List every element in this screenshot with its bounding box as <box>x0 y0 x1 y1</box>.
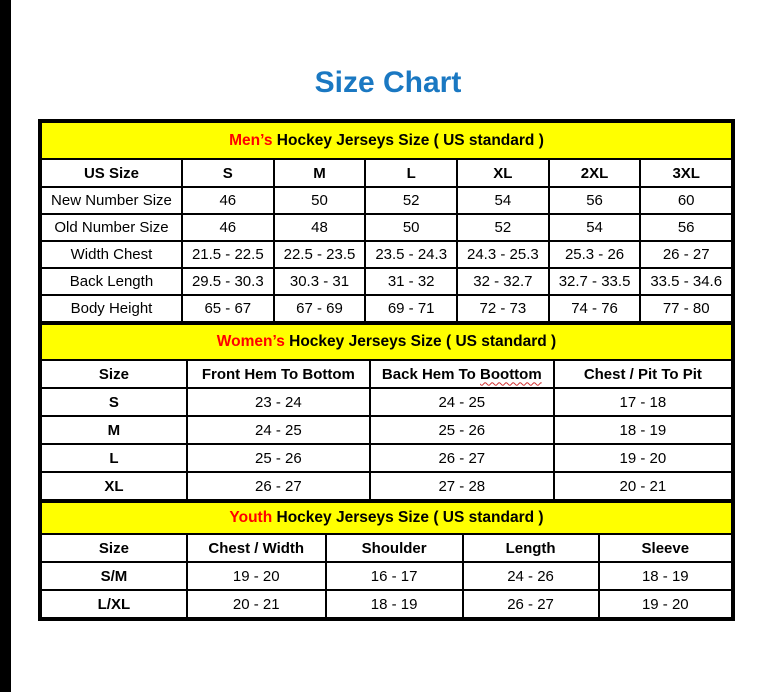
column-header-3xl: 3XL <box>640 159 732 187</box>
column-header-m: M <box>274 159 366 187</box>
cell-value: 25.3 - 26 <box>549 241 641 268</box>
youth-section-header-row <box>41 502 732 534</box>
cell-value: 26 - 27 <box>640 241 732 268</box>
youth-size-table <box>40 501 733 619</box>
cell-value: 26 - 27 <box>463 590 599 618</box>
cell-value: 19 - 20 <box>187 562 326 590</box>
cell-value: 19 - 20 <box>554 444 732 472</box>
table-row <box>41 416 732 444</box>
column-header-2xl: 2XL <box>549 159 641 187</box>
cell-value: 46 <box>182 187 274 214</box>
column-header-size: Size <box>41 534 187 562</box>
row-label: Body Height <box>41 295 182 322</box>
cell-value: 18 - 19 <box>599 562 732 590</box>
womens-section-title: Hockey Jerseys Size ( US standard ) <box>289 333 557 350</box>
cell-value: 54 <box>457 187 549 214</box>
cell-value: 77 - 80 <box>640 295 732 322</box>
cell-value: 26 - 27 <box>370 444 554 472</box>
column-header-front-hem: Front Hem To Bottom <box>187 360 370 388</box>
row-label: L/XL <box>41 590 187 618</box>
cell-value: 23 - 24 <box>187 388 370 416</box>
row-label: Back Length <box>41 268 182 295</box>
cell-value: 74 - 76 <box>549 295 641 322</box>
mens-accent-label: Men’s <box>229 131 273 149</box>
cell-value: 23.5 - 24.3 <box>365 241 457 268</box>
row-label: S/M <box>41 562 187 590</box>
table-row <box>41 295 732 322</box>
row-label: New Number Size <box>41 187 182 214</box>
back-hem-label: Back Hem To <box>381 365 476 383</box>
womens-size-table <box>40 323 733 501</box>
cell-value: 24 - 25 <box>370 388 554 416</box>
cell-value: 30.3 - 31 <box>274 268 366 295</box>
table-row <box>41 214 732 241</box>
cell-value: 22.5 - 23.5 <box>274 241 366 268</box>
cell-value: 24.3 - 25.3 <box>457 241 549 268</box>
cell-value: 72 - 73 <box>457 295 549 322</box>
cell-value: 56 <box>549 187 641 214</box>
cell-value: 46 <box>182 214 274 241</box>
cell-value: 26 - 27 <box>187 472 370 500</box>
table-row <box>41 590 732 618</box>
cell-value: 50 <box>274 187 366 214</box>
cell-value: 52 <box>365 187 457 214</box>
cell-value: 27 - 28 <box>370 472 554 500</box>
table-row <box>41 562 732 590</box>
youth-section-title: Hockey Jerseys Size ( US standard ) <box>276 509 544 526</box>
row-label: S <box>41 388 187 416</box>
misspelled-boottom-word: Boottom <box>480 365 542 383</box>
cell-value: 48 <box>274 214 366 241</box>
column-header-size: Size <box>41 360 187 388</box>
size-chart <box>38 119 735 621</box>
mens-section-header <box>41 122 732 159</box>
row-label: Old Number Size <box>41 214 182 241</box>
cell-value: 25 - 26 <box>370 416 554 444</box>
column-header-us-size: US Size <box>41 159 182 187</box>
cell-value: 24 - 26 <box>463 562 599 590</box>
cell-value: 16 - 17 <box>326 562 463 590</box>
page-title: Size Chart <box>314 66 462 99</box>
cell-value: 25 - 26 <box>187 444 370 472</box>
column-header-l: L <box>365 159 457 187</box>
cell-value: 31 - 32 <box>365 268 457 295</box>
row-label: L <box>41 444 187 472</box>
mens-size-table <box>40 121 733 323</box>
column-header-chest-pit: Chest / Pit To Pit <box>554 360 732 388</box>
cell-value: 32 - 32.7 <box>457 268 549 295</box>
cell-value: 21.5 - 22.5 <box>182 241 274 268</box>
cell-value: 29.5 - 30.3 <box>182 268 274 295</box>
cell-value: 33.5 - 34.6 <box>640 268 732 295</box>
cell-value: 65 - 67 <box>182 295 274 322</box>
cell-value: 20 - 21 <box>187 590 326 618</box>
cell-value: 52 <box>457 214 549 241</box>
table-row <box>41 268 732 295</box>
cell-value: 24 - 25 <box>187 416 370 444</box>
row-label: XL <box>41 472 187 500</box>
cell-value: 17 - 18 <box>554 388 732 416</box>
table-row <box>41 444 732 472</box>
cell-value: 18 - 19 <box>326 590 463 618</box>
cell-value: 69 - 71 <box>365 295 457 322</box>
mens-section-header-row <box>41 122 732 159</box>
cell-value: 32.7 - 33.5 <box>549 268 641 295</box>
youth-section-header <box>41 502 732 534</box>
table-row <box>41 187 732 214</box>
column-header-xl: XL <box>457 159 549 187</box>
cell-value: 67 - 69 <box>274 295 366 322</box>
table-row <box>41 241 732 268</box>
row-label: Width Chest <box>41 241 182 268</box>
mens-section-title: Hockey Jerseys Size ( US standard ) <box>276 131 544 149</box>
column-header-back-hem <box>370 360 554 388</box>
cell-value: 56 <box>640 214 732 241</box>
womens-section-header <box>41 324 732 360</box>
table-row <box>41 472 732 500</box>
table-row <box>41 388 732 416</box>
column-header-chest-width: Chest / Width <box>187 534 326 562</box>
mens-column-header-row <box>41 159 732 187</box>
cell-value: 20 - 21 <box>554 472 732 500</box>
cell-value: 54 <box>549 214 641 241</box>
cell-value: 60 <box>640 187 732 214</box>
womens-column-header-row <box>41 360 732 388</box>
column-header-length: Length <box>463 534 599 562</box>
womens-accent-label: Women’s <box>216 333 285 350</box>
youth-accent-label: Youth <box>229 509 273 526</box>
cell-value: 19 - 20 <box>599 590 732 618</box>
row-label: M <box>41 416 187 444</box>
womens-section-header-row <box>41 324 732 360</box>
left-black-bar <box>0 0 11 692</box>
youth-column-header-row <box>41 534 732 562</box>
cell-value: 50 <box>365 214 457 241</box>
cell-value: 18 - 19 <box>554 416 732 444</box>
column-header-sleeve: Sleeve <box>599 534 732 562</box>
column-header-shoulder: Shoulder <box>326 534 463 562</box>
column-header-s: S <box>182 159 274 187</box>
